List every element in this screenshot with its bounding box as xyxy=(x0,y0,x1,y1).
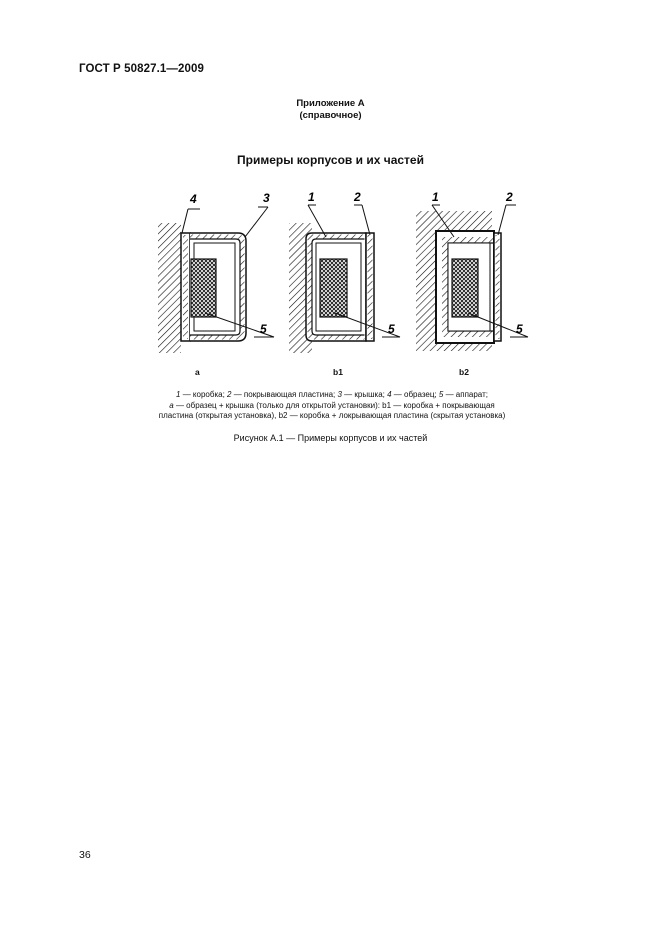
panel-b2 xyxy=(416,190,528,351)
legend-text-1: — коробка; xyxy=(180,390,228,399)
callout-2: 2 xyxy=(506,190,513,204)
legend-line-2 xyxy=(95,401,569,412)
callout-5: 5 xyxy=(260,322,267,336)
callout-1: 1 xyxy=(308,190,315,204)
section-title: Примеры корпусов и их частей xyxy=(237,153,424,167)
figure-enclosures xyxy=(150,185,540,385)
callout-1: 1 xyxy=(432,190,439,204)
callout-5: 5 xyxy=(388,322,395,336)
legend-text-2: — покрывающая пластина; xyxy=(231,390,338,399)
apparatus-b1 xyxy=(320,259,347,317)
annex-status: (справочное) xyxy=(299,110,362,121)
legend-line-3: пластина (открытая установка), b2 — коробка + локрывающая пластина (скрытая установка) xyxy=(158,411,506,420)
page-number: 36 xyxy=(79,849,91,861)
figure-legend xyxy=(95,390,569,422)
annex-title: Приложение А xyxy=(296,98,365,109)
legend-num-3: 3 xyxy=(337,390,342,399)
legend-text-4: — образец; xyxy=(391,390,439,399)
callout-4: 4 xyxy=(190,192,197,206)
document-header: ГОСТ Р 50827.1—2009 xyxy=(79,63,204,75)
legend-num-2: 2 xyxy=(227,390,232,399)
callout-5: 5 xyxy=(516,322,523,336)
annex-heading xyxy=(0,98,661,122)
panel-label-a: a xyxy=(195,367,200,377)
callout-3: 3 xyxy=(263,191,270,205)
legend-line-1 xyxy=(95,390,569,401)
apparatus-b2 xyxy=(452,259,478,317)
legend-text-3: — крышка; xyxy=(341,390,388,399)
callout-2: 2 xyxy=(354,190,361,204)
wall-a xyxy=(158,223,181,353)
panel-b1 xyxy=(289,190,400,353)
legend-text-5: — аппарат; xyxy=(443,390,488,399)
figure-drawing xyxy=(150,185,540,385)
legend-num-1: 1 xyxy=(176,390,181,399)
apparatus-a xyxy=(191,259,216,317)
legend-num-5: 5 xyxy=(438,390,444,399)
legend-letter-a: а xyxy=(169,400,174,410)
panel-a xyxy=(158,191,274,353)
figure-caption: Рисунок А.1 — Примеры корпусов и их частей xyxy=(233,433,428,443)
legend-num-4: 4 xyxy=(387,390,392,399)
legend-text-a: — образец + крышка (только для открытой установки): b1 — коробка + покрывающая xyxy=(173,400,495,410)
panel-label-b1: b1 xyxy=(333,367,343,377)
panel-label-b2: b2 xyxy=(459,367,469,377)
